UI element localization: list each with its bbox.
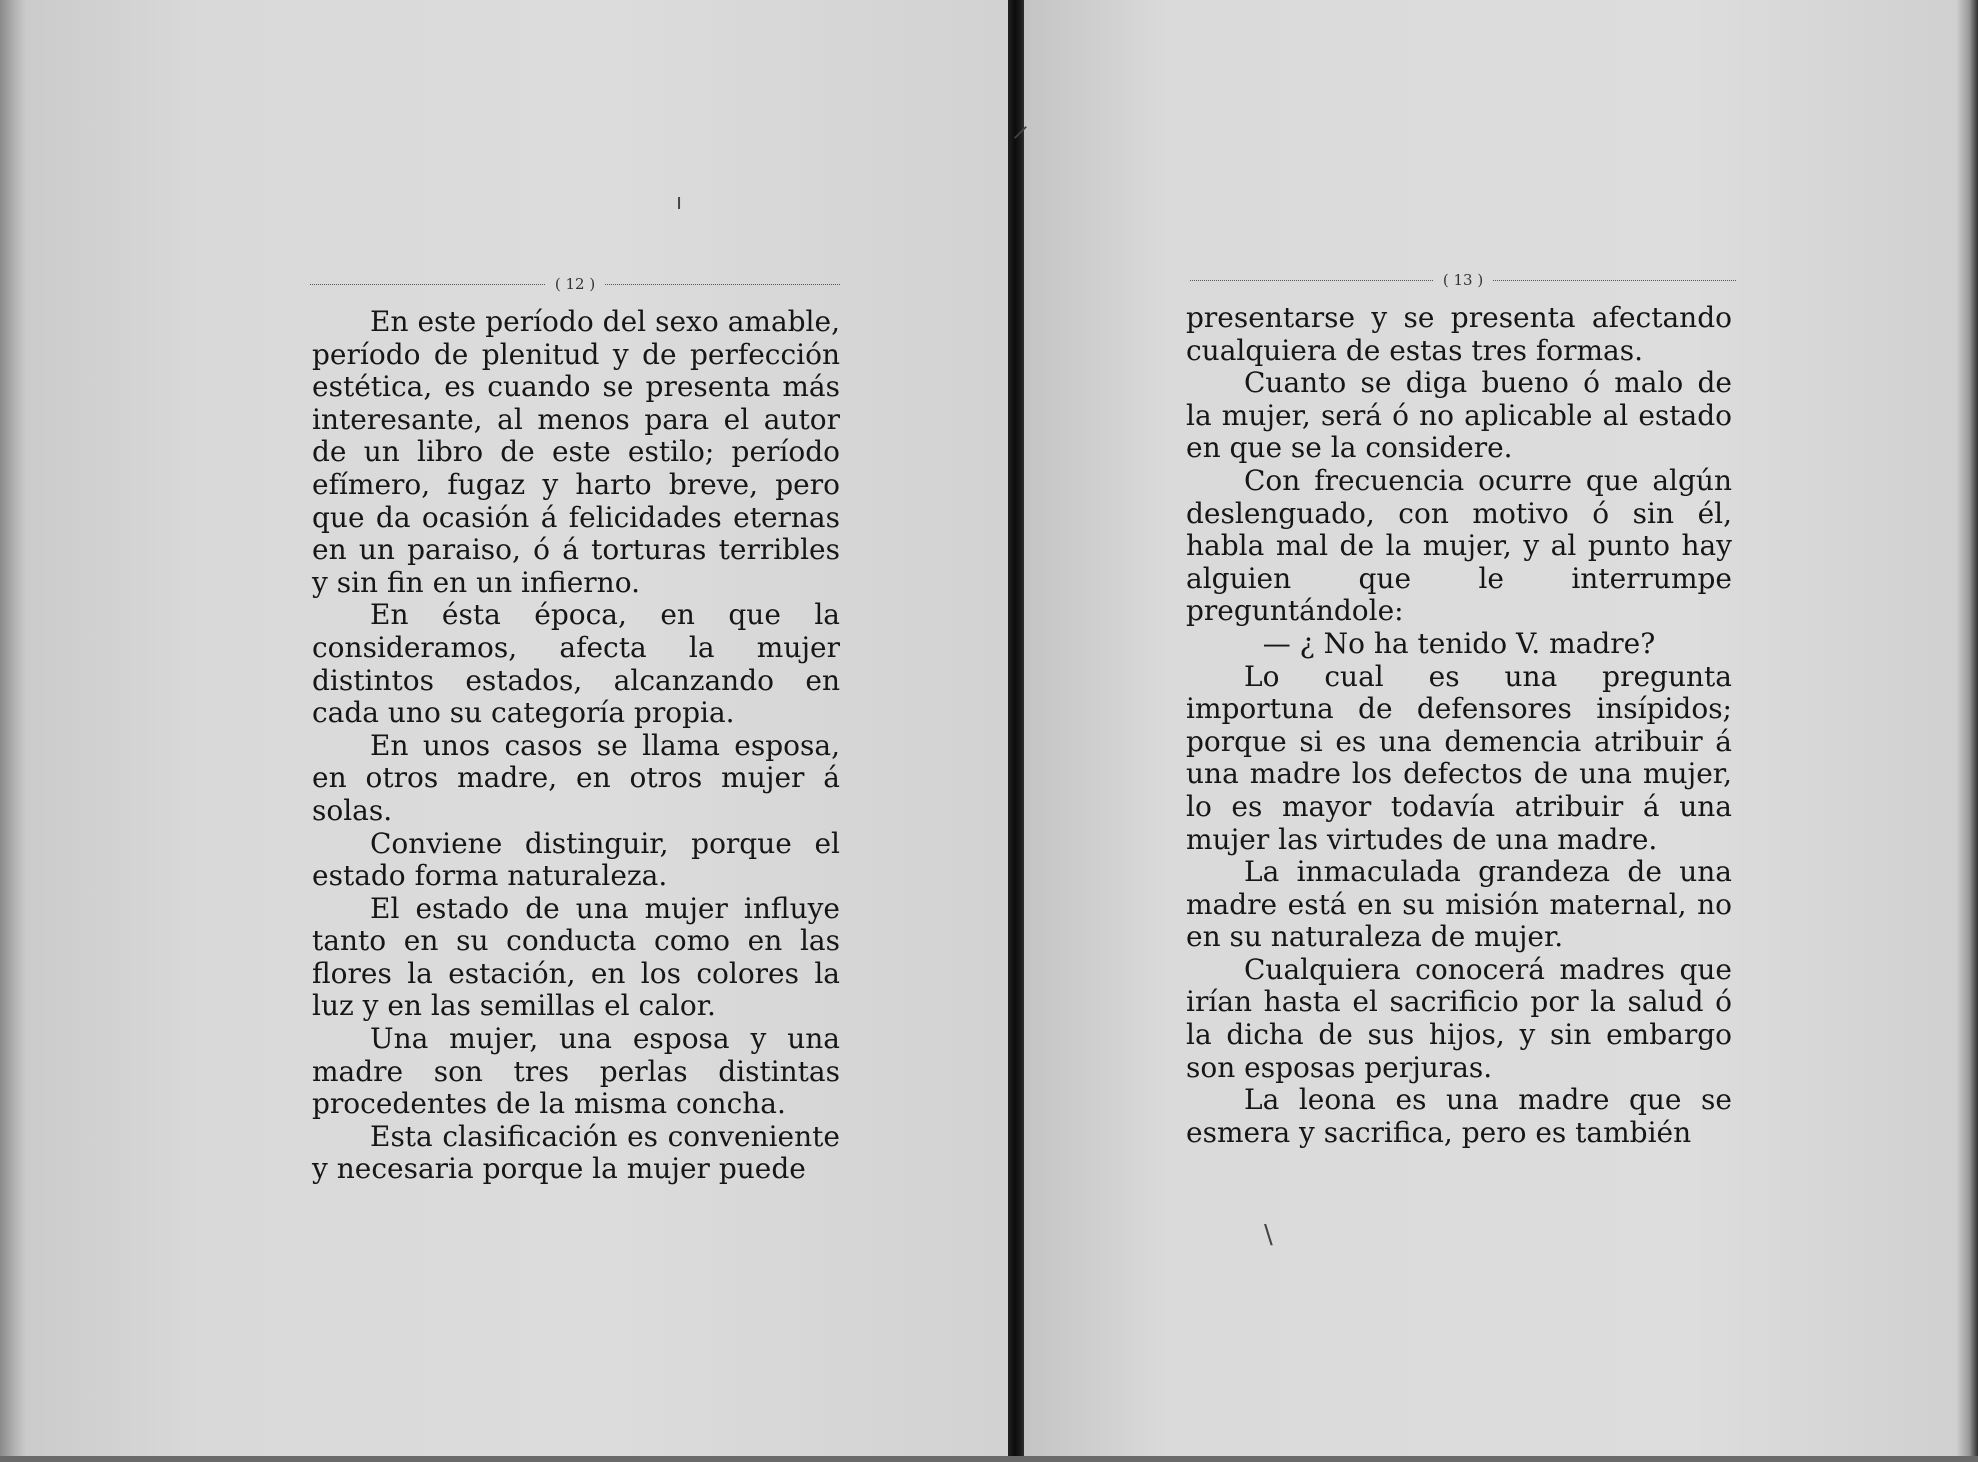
paragraph: Lo cual es una pregunta importuna de defensores insípidos; porque si es una demencia atribuir á una madre los defectos de una mujer, lo es mayor todavía atribuir á una mujer las virtudes de una madre. <box>1186 659 1732 856</box>
header-rule-right <box>1493 280 1736 281</box>
paragraph: En ésta época, en que la consideramos, afecta la mujer distintos estados, alcanzando en cada uno su categoría propia. <box>312 598 840 730</box>
paragraph: Una mujer, una esposa y una madre son tres perlas distintas procedentes de la misma concha. <box>312 1022 840 1121</box>
right-page-number: ( 13 ) <box>1442 271 1484 289</box>
left-page-number: ( 12 ) <box>554 275 596 293</box>
paragraph: Cualquiera conocerá madres que irían hasta el sacrificio por la salud ó la dicha de sus hijos, y sin embargo son esposas perjuras. <box>1186 952 1732 1084</box>
header-rule-right <box>605 284 840 285</box>
paragraph: — ¿ No ha tenido V. madre? <box>1262 626 1656 660</box>
bottom-shadow <box>0 1456 1978 1462</box>
page-edge-right <box>1956 0 1978 1462</box>
paragraph: Con frecuencia ocurre que algún deslenguado, con motivo ó sin él, habla mal de la mujer, y al punto hay alguien que le interrumpe preguntándole: <box>1186 463 1732 628</box>
ink-speck: ⸝ <box>1012 105 1029 145</box>
paragraph: En este período del sexo amable, período de plenitud y de perfección estética, es cuando se presenta más interesante, al menos para el autor de un libro de este estilo; período efímero, fugaz y harto breve, pero que da ocasión á felicidades eternas en un paraiso, ó á torturas terribles y sin fin en un infierno. <box>312 305 840 599</box>
header-rule-left <box>310 284 545 285</box>
paragraph: Esta clasificación es conveniente y necesaria porque la mujer puede <box>312 1119 840 1186</box>
page-edge-left <box>0 0 26 1462</box>
paragraph: Conviene distinguir, porque el estado forma naturaleza. <box>312 826 840 893</box>
paragraph: Cuanto se diga bueno ó malo de la mujer, será ó no aplicable al estado en que se la considere. <box>1186 366 1732 465</box>
paragraph: En unos casos se llama esposa, en otros madre, en otros mujer á solas. <box>312 728 840 827</box>
paragraph: La leona es una madre que se esmera y sacrifica, pero es también <box>1186 1083 1732 1149</box>
header-rule-left <box>1190 280 1433 281</box>
paragraph: El estado de una mujer influye tanto en su conducta como en las flores la estación, en los colores la luz y en las semillas el calor. <box>312 891 840 1023</box>
paragraph: presentarse y se presenta afectando cualquiera de estas tres formas. <box>1186 301 1732 367</box>
left-page-text <box>312 306 840 1186</box>
paragraph: La inmaculada grandeza de una madre está en su misión maternal, no en su naturaleza de mujer. <box>1186 855 1732 954</box>
ink-speck: \ <box>1264 1220 1273 1250</box>
right-page-text <box>1186 302 1732 1149</box>
ink-speck: ı <box>676 190 683 215</box>
right-page <box>1012 0 1978 1462</box>
right-page-header <box>1190 270 1736 290</box>
left-page-header <box>310 274 840 294</box>
